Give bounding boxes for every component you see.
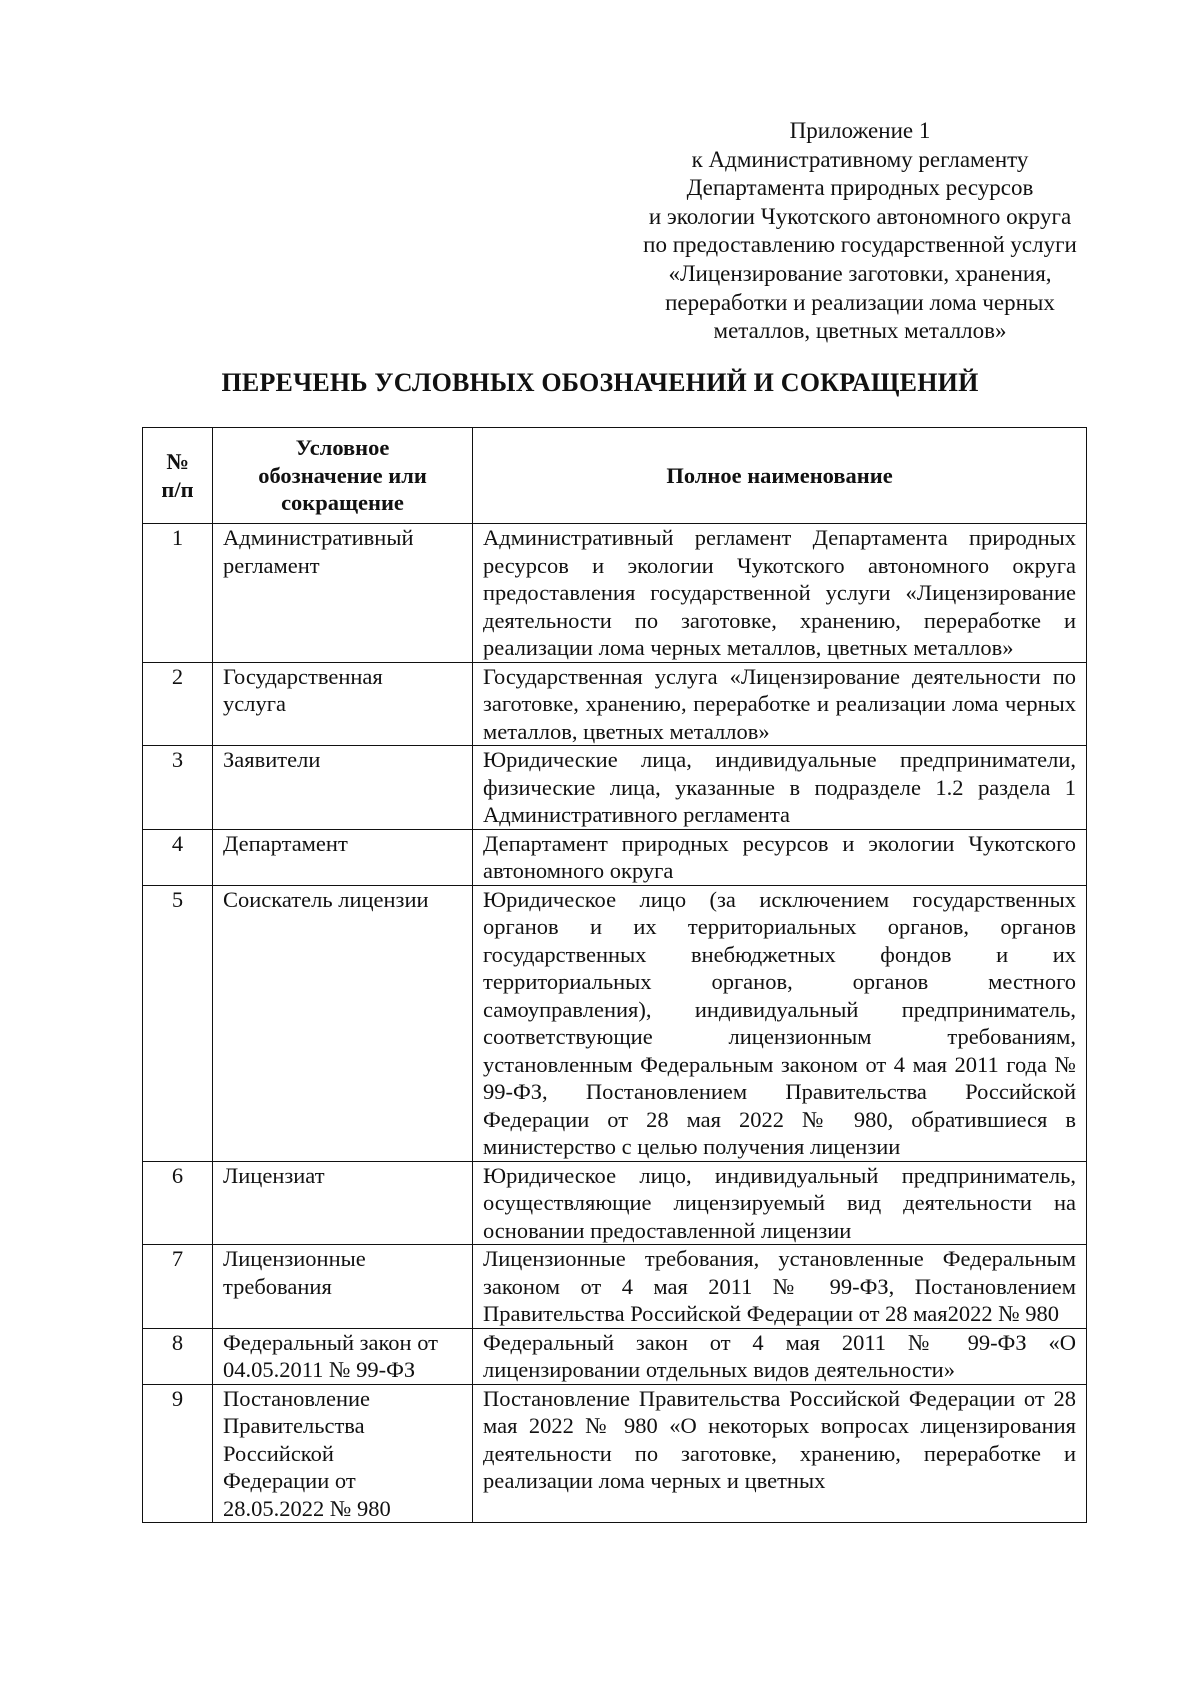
appendix-line: «Лицензирование заготовки, хранения, (668, 260, 1052, 286)
row-term (213, 524, 473, 663)
row-full-name: Юридические лица, индивидуальные предприниматели, физические лица, указанные в подразделе 1.2 раздела 1 Административного регламента (473, 746, 1087, 830)
row-term (213, 1384, 473, 1523)
row-number: 5 (143, 885, 213, 1161)
header-term-line: Условное (295, 435, 390, 461)
row-number: 2 (143, 662, 213, 746)
row-term (213, 1328, 473, 1384)
row-full-name: Юридическое лицо, индивидуальный предприниматель, осуществляющие лицензируемый вид деятельности на основании предоставленной лицензии (473, 1161, 1087, 1245)
appendix-line: по предоставлению государственной услуги (643, 232, 1077, 258)
row-full-name: Постановление Правительства Российской Федерации от 28 мая 2022 № 980 «О некоторых вопросах лицензирования деятельности по заготовке, хранению, переработке и реализации лома черных и цветных (473, 1384, 1087, 1523)
header-number (143, 428, 213, 524)
row-number: 9 (143, 1384, 213, 1523)
header-number-line: № (166, 449, 189, 474)
row-full-name: Департамент природных ресурсов и экологии Чукотского автономного округа (473, 829, 1087, 885)
row-term-line: 04.05.2011 № 99-ФЗ (223, 1357, 416, 1382)
row-term-line: Департамент (223, 830, 348, 856)
row-term-line: Заявители (223, 747, 321, 772)
row-number: 4 (143, 829, 213, 885)
table-row (143, 1328, 1087, 1384)
table-body (143, 524, 1087, 1523)
appendix-line: металлов, цветных металлов» (713, 318, 1007, 344)
table-row (143, 1161, 1087, 1245)
row-term (213, 885, 473, 1161)
table-row (143, 829, 1087, 885)
table-row (143, 524, 1087, 663)
row-term-line: Федеральный закон от (223, 1329, 439, 1355)
row-term-line: услуга (223, 691, 286, 716)
appendix-line: Департамента природных ресурсов (686, 175, 1034, 201)
row-term-line: Лицензиат (223, 1162, 325, 1188)
header-number-line: п/п (161, 476, 194, 502)
row-full-name: Федеральный закон от 4 мая 2011 № 99-ФЗ «О лицензировании отдельных видов деятельности» (473, 1328, 1087, 1384)
appendix-line: к Административному регламенту (691, 146, 1029, 172)
row-term (213, 1245, 473, 1329)
row-number: 6 (143, 1161, 213, 1245)
table-row (143, 662, 1087, 746)
row-term (213, 1161, 473, 1245)
row-term-line: 28.05.2022 № 980 (223, 1495, 391, 1521)
row-full-name: Юридическое лицо (за исключением государственных органов и их территориальных органов, органов государственных внебюджетных фондов и их территориальных органов, органов местного самоуправления), индивидуальный предприниматель, соответствующие лицензионным требованиям, установленным Федеральным законом от 4 мая 2011 года № 99-ФЗ, Постановлением Правительства Российской Федерации от 28 мая 2022 № 980, обратившиеся в министерство с целью получения лицензии (473, 885, 1087, 1161)
table-row (143, 1384, 1087, 1523)
row-full-name: Лицензионные требования, установленные Федеральным законом от 4 мая 2011 № 99-ФЗ, Постановлением Правительства Российской Федерации от 28 мая2022 № 980 (473, 1245, 1087, 1329)
row-term-line: Российской (223, 1440, 334, 1466)
row-number: 7 (143, 1245, 213, 1329)
appendix-line: и экологии Чукотского автономного округа (648, 203, 1072, 229)
row-term-line: Государственная (223, 663, 383, 689)
header-term-line: сокращение (281, 490, 404, 516)
table-row (143, 746, 1087, 830)
row-full-name: Государственная услуга «Лицензирование деятельности по заготовке, хранению, переработке и реализации лома черных металлов, цветных металлов» (473, 662, 1087, 746)
header-term-line: обозначение или (258, 462, 427, 488)
row-term (213, 746, 473, 830)
table-header-row (143, 428, 1087, 524)
appendix-line: Приложение 1 (789, 118, 931, 143)
row-term-line: Федерации от (223, 1468, 356, 1493)
row-term-line: Соискатель лицензии (223, 886, 429, 912)
row-term (213, 662, 473, 746)
row-number: 3 (143, 746, 213, 830)
table-row (143, 885, 1087, 1161)
row-term-line: Правительства (223, 1413, 365, 1438)
row-term-line: Лицензионные (223, 1246, 366, 1271)
row-term (213, 829, 473, 885)
abbreviations-table (142, 427, 1087, 1523)
row-number: 8 (143, 1328, 213, 1384)
header-full-name: Полное наименование (473, 428, 1087, 524)
appendix-line: переработки и реализации лома черных (665, 289, 1055, 315)
row-full-name: Административный регламент Департамента природных ресурсов и экологии Чукотского автономного округа предоставления государственной услуги «Лицензирование деятельности по заготовке, хранению, переработке и реализации лома черных металлов, цветных металлов» (473, 524, 1087, 663)
header-term (213, 428, 473, 524)
row-term-line: Постановление (223, 1385, 371, 1411)
row-term-line: требования (223, 1273, 332, 1299)
row-number: 1 (143, 524, 213, 663)
row-term-line: Административный (223, 525, 414, 550)
appendix-header (610, 117, 1110, 346)
table-row (143, 1245, 1087, 1329)
row-term-line: регламент (223, 552, 320, 578)
page-title: ПЕРЕЧЕНЬ УСЛОВНЫХ ОБОЗНАЧЕНИЙ И СОКРАЩЕНИЙ (221, 368, 979, 397)
